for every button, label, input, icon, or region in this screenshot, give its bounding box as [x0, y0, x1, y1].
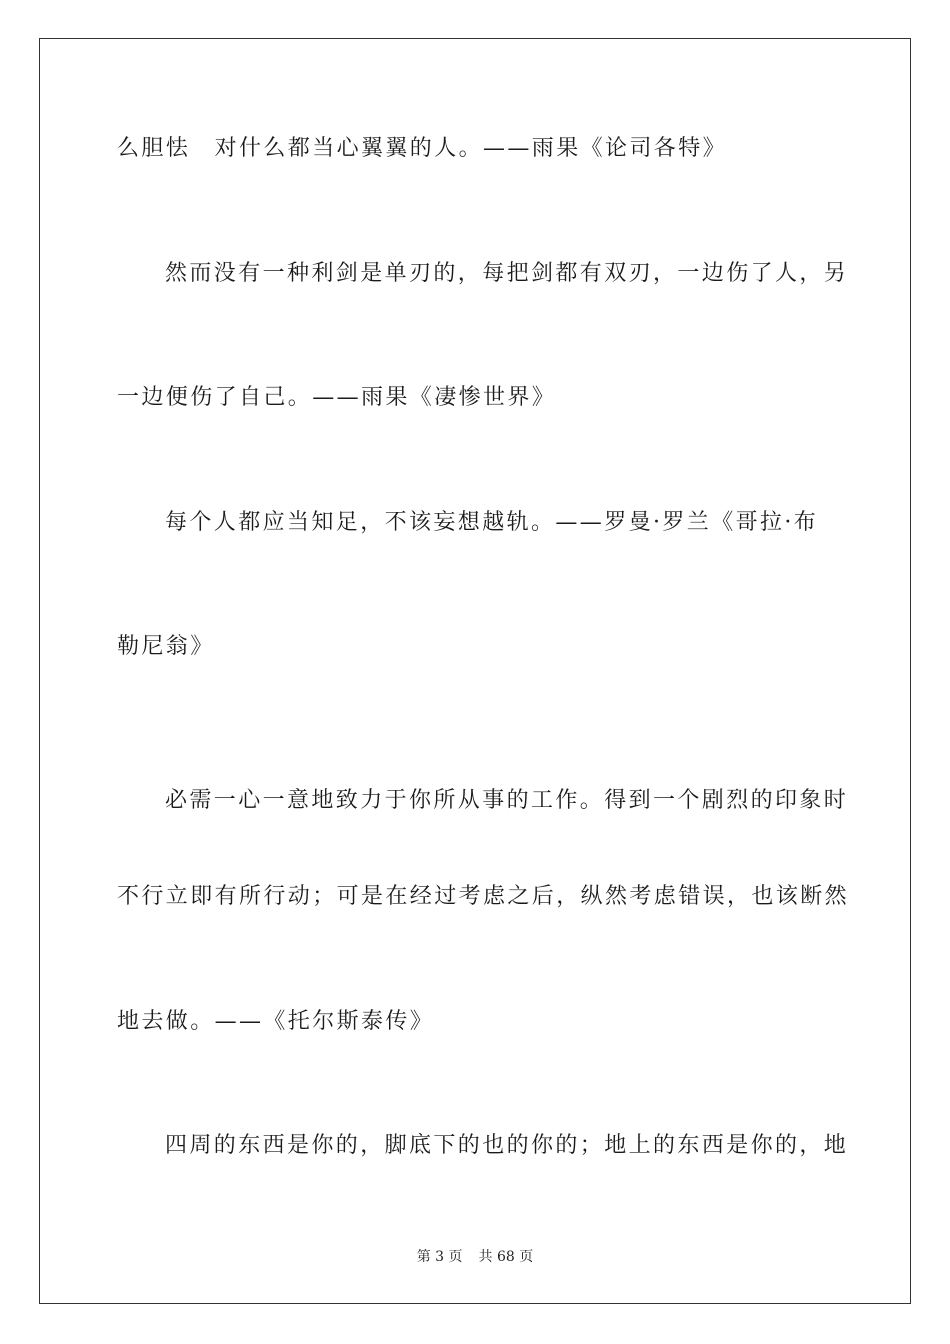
page-footer: [0, 1246, 950, 1266]
page-total: 共 68 页: [478, 1249, 534, 1265]
text-line-6: 必需一心一意地致力于你所从事的工作。得到一个剧烈的印象时: [165, 788, 849, 813]
text-line-2: 然而没有一种利剑是单刃的，每把剑都有双刃，一边伤了人，另: [165, 261, 849, 286]
page-border: [39, 38, 911, 1304]
page-number: 第 3 页: [416, 1249, 463, 1265]
text-line-1: 么胆怯 对什么都当心翼翼的人。——雨果《论司各特》: [117, 136, 728, 161]
text-line-8: 地去做。——《托尔斯泰传》: [117, 1009, 435, 1034]
text-line-5: 勒尼翁》: [117, 634, 215, 659]
text-line-4: 每个人都应当知足，不该妄想越轨。——罗曼·罗兰《哥拉·布: [165, 510, 819, 535]
text-line-9: 四周的东西是你的，脚底下的也的你的；地上的东西是你的，地: [165, 1133, 849, 1158]
text-line-7: 不行立即有所行动；可是在经过考虑之后，纵然考虑错误，也该断然: [117, 884, 850, 909]
text-line-3: 一边便伤了自己。——雨果《凄惨世界》: [117, 385, 557, 410]
